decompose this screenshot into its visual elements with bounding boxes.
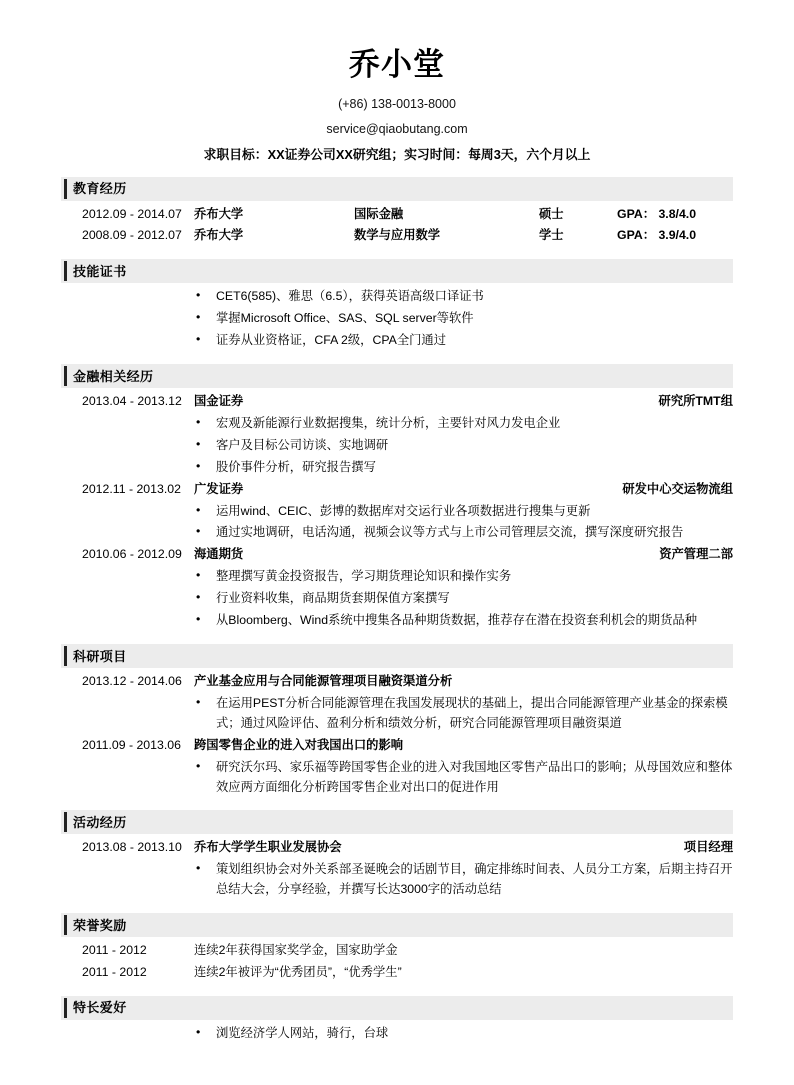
skill-text: 证券从业资格证，CFA 2级，CPA全门通过 (216, 333, 447, 348)
section-title-honors: 荣誉奖励 (73, 917, 127, 933)
accent-bar-icon (64, 179, 67, 199)
education-degree: 硕士 (539, 206, 564, 221)
experience-detail: 从Bloomberg、Wind系统中搜集各品种期货数据，推荐存在潜在投资套利机会的期货品种 (216, 613, 697, 628)
section-research-projects (61, 644, 733, 798)
project-date: 2011.09 - 2013.06 (82, 737, 181, 752)
section-header-skills (61, 259, 733, 283)
section-header-hobbies (61, 996, 733, 1020)
list-item (61, 413, 733, 435)
section-body-skills (61, 283, 733, 352)
section-header-finance-experience (61, 364, 733, 388)
accent-bar-icon (64, 261, 67, 281)
bullet-icon: • (196, 458, 201, 473)
list-item (61, 286, 733, 308)
list-item (61, 566, 733, 588)
bullet-icon: • (196, 436, 201, 451)
project-date: 2013.12 - 2014.06 (82, 674, 182, 689)
section-finance-experience (61, 364, 733, 632)
education-major: 数学与应用数学 (354, 228, 441, 243)
section-hobbies (61, 996, 733, 1045)
candidate-name: 乔小堂 (349, 47, 445, 82)
experience-company: 广发证券 (194, 481, 244, 496)
email-address: service@qiaobutang.com (326, 121, 468, 136)
bullet-icon: • (196, 332, 201, 347)
honor-date: 2011 - 2012 (82, 965, 147, 980)
experience-bullet-list (61, 413, 733, 479)
section-title-hobbies: 特长爱好 (73, 1000, 127, 1016)
experience-entry-header (61, 391, 733, 413)
experience-role: 研究所TMT组 (658, 394, 733, 409)
accent-bar-icon (64, 646, 67, 666)
project-bullet-list (61, 757, 733, 799)
honor-text: 连续2年被评为“优秀团员”，“优秀学生” (194, 965, 402, 980)
bullet-icon: • (196, 590, 201, 605)
experience-bullet-list (61, 501, 733, 545)
section-body-hobbies (61, 1020, 733, 1045)
project-entry-header (61, 671, 733, 693)
activity-detail: 策划组织协会对外关系部圣诞晚会的话剧节目，确定排练时间表、人员分工方案，后期主持召开总结大会，分享经验，并撰写长达3000字的活动总结 (216, 862, 733, 897)
experience-detail: 客户及目标公司访谈、实地调研 (216, 437, 389, 452)
activity-entry-header (61, 837, 733, 859)
hobbies-bullet-list (61, 1023, 733, 1045)
bullet-icon: • (196, 1024, 201, 1039)
experience-bullet-list (61, 566, 733, 632)
bullet-icon: • (196, 524, 201, 539)
section-title-finance-experience: 金融相关经历 (73, 368, 154, 384)
phone-number: (+86) 138-0013-8000 (338, 96, 456, 111)
project-title: 产业基金应用与合同能源管理项目融资渠道分析 (194, 674, 453, 689)
project-detail: 在运用PEST分析合同能源管理在我国发展现状的基础上，提出合同能源管理产业基金的探索模式；通过风险评估、盈利分析和绩效分析，研究合同能源管理项目融资渠道 (216, 695, 728, 730)
honor-row (61, 962, 733, 984)
education-row (61, 204, 733, 226)
experience-role: 研发中心交运物流组 (622, 481, 733, 496)
accent-bar-icon (64, 366, 67, 386)
education-degree: 学士 (539, 228, 564, 243)
accent-bar-icon (64, 812, 67, 832)
honor-row (61, 940, 733, 962)
experience-entry-header (61, 479, 733, 501)
bullet-icon: • (196, 414, 201, 429)
section-header-research-projects (61, 644, 733, 668)
skill-text: 掌握Microsoft Office、SAS、SQL server等软件 (216, 311, 474, 326)
bullet-icon: • (196, 612, 201, 627)
bullet-icon: • (196, 288, 201, 303)
skills-bullet-list (61, 286, 733, 352)
project-entry-header (61, 735, 733, 757)
project-title: 跨国零售企业的进入对我国出口的影响 (194, 737, 404, 752)
education-school: 乔布大学 (194, 206, 244, 221)
section-education (61, 177, 733, 248)
section-header-activities (61, 810, 733, 834)
bullet-icon: • (196, 694, 201, 709)
skill-text: CET6(585)、雅思（6.5），获得英语高级口译证书 (216, 289, 484, 304)
section-title-research-projects: 科研项目 (73, 648, 127, 664)
accent-bar-icon (64, 915, 67, 935)
activity-role: 项目经理 (683, 840, 733, 855)
experience-detail: 股价事件分析，研究报告撰写 (216, 459, 376, 474)
experience-entry-header (61, 544, 733, 566)
experience-date: 2013.04 - 2013.12 (82, 394, 182, 409)
list-item (61, 859, 733, 901)
experience-detail: 通过实地调研，电话沟通，视频会议等方式与上市公司管理层交流，撰写深度研究报告 (216, 525, 684, 540)
list-item (61, 757, 733, 799)
experience-date: 2012.11 - 2013.02 (82, 481, 181, 496)
bullet-icon: • (196, 758, 201, 773)
list-item (61, 435, 733, 457)
experience-company: 海通期货 (194, 547, 244, 562)
section-title-skills: 技能证书 (73, 263, 127, 279)
list-item (61, 330, 733, 352)
section-skills (61, 259, 733, 352)
honor-date: 2011 - 2012 (82, 943, 147, 958)
bullet-icon: • (196, 502, 201, 517)
list-item (61, 610, 733, 632)
hobby-text: 浏览经济学人网站，骑行，台球 (216, 1025, 389, 1040)
experience-detail: 运用wind、CEIC、彭博的数据库对交运行业各项数据进行搜集与更新 (216, 503, 591, 518)
project-detail: 研究沃尔玛、家乐福等跨国零售企业的进入对我国地区零售产品出口的影响；从母国效应和整体效应两方面细化分析跨国零售企业对出口的促进作用 (216, 759, 733, 794)
experience-date: 2010.06 - 2012.09 (82, 547, 182, 562)
education-gpa: GPA： 3.9/4.0 (617, 228, 697, 243)
education-row (61, 225, 733, 247)
section-body-research-projects (61, 668, 733, 798)
resume-header (61, 0, 733, 165)
experience-detail: 整理撰写黄金投资报告，学习期货理论知识和操作实务 (216, 569, 512, 584)
section-body-education (61, 201, 733, 248)
list-item (61, 457, 733, 479)
education-date: 2008.09 - 2012.07 (82, 228, 182, 243)
honor-text: 连续2年获得国家奖学金，国家助学金 (194, 943, 398, 958)
section-title-activities: 活动经历 (73, 814, 127, 830)
section-honors (61, 913, 733, 984)
project-bullet-list (61, 693, 733, 735)
bullet-icon: • (196, 861, 201, 876)
experience-detail: 宏观及新能源行业数据搜集，统计分析，主要针对风力发电企业 (216, 415, 561, 430)
list-item (61, 522, 733, 544)
section-body-activities (61, 834, 733, 901)
activity-date: 2013.08 - 2013.10 (82, 840, 182, 855)
education-school: 乔布大学 (194, 228, 244, 243)
section-header-honors (61, 913, 733, 937)
experience-company: 国金证券 (194, 394, 244, 409)
section-body-finance-experience (61, 388, 733, 632)
list-item (61, 501, 733, 523)
bullet-icon: • (196, 310, 201, 325)
activity-organization: 乔布大学学生职业发展协会 (194, 840, 342, 855)
section-body-honors (61, 937, 733, 984)
education-major: 国际金融 (354, 206, 404, 221)
list-item (61, 308, 733, 330)
list-item (61, 588, 733, 610)
list-item (61, 1023, 733, 1045)
section-header-education (61, 177, 733, 201)
experience-role: 资产管理二部 (659, 547, 733, 562)
list-item (61, 693, 733, 735)
experience-detail: 行业资料收集，商品期货套期保值方案撰写 (216, 591, 450, 606)
activity-bullet-list (61, 859, 733, 901)
accent-bar-icon (64, 998, 67, 1018)
education-gpa: GPA： 3.8/4.0 (617, 206, 697, 221)
bullet-icon: • (196, 568, 201, 583)
job-objective: 求职目标：XX证券公司XX研究组；实习时间：每周3天，六个月以上 (203, 147, 591, 163)
education-date: 2012.09 - 2014.07 (82, 206, 182, 221)
section-activities (61, 810, 733, 901)
section-title-education: 教育经历 (73, 181, 127, 197)
